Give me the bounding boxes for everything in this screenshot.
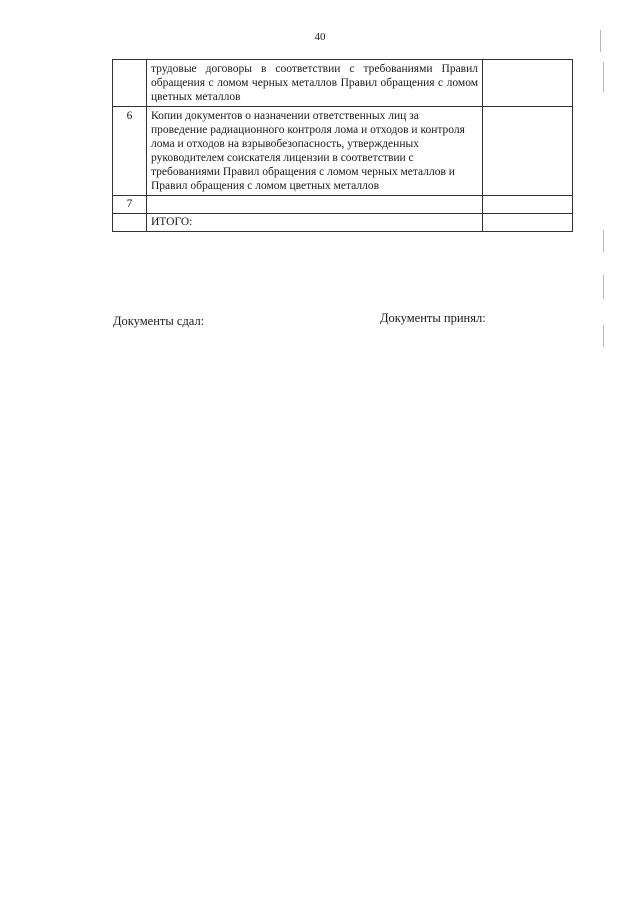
documents-received-label: Документы принял: bbox=[380, 311, 486, 325]
documents-table bbox=[112, 59, 573, 232]
row-description-text: трудовые договоры в соответствии с требованиями Правил обращения с ломом черных металлов Правил обращения с ломом цветных металлов bbox=[151, 63, 478, 103]
page-number: 40 bbox=[314, 31, 326, 43]
scan-artifact bbox=[603, 325, 604, 347]
row-description-cell bbox=[147, 107, 483, 196]
row-description-cell bbox=[147, 196, 483, 214]
table-row-total bbox=[113, 214, 573, 232]
row-note-cell bbox=[483, 107, 573, 196]
row-description-text: Копии документов о назначении ответственных лиц за проведение радиационного контроля лома и отходов и контроля лома и отходов на взрывобезопасность, утвержденных руководителем соискателя лицензии в соответствии с требованиями Правил обращения с ломом черных металлов и Правил обращения с ломом цветных металлов bbox=[151, 110, 465, 192]
row-description-cell bbox=[147, 60, 483, 107]
row-note-cell bbox=[483, 196, 573, 214]
row-number-cell bbox=[113, 214, 147, 232]
table-row bbox=[113, 107, 573, 196]
row-note-cell bbox=[483, 60, 573, 107]
row-number-cell: 7 bbox=[113, 196, 147, 214]
row-number-cell bbox=[113, 60, 147, 107]
row-note-cell bbox=[483, 214, 573, 232]
table-row bbox=[113, 60, 573, 107]
scan-artifact bbox=[603, 275, 604, 299]
scan-artifact bbox=[603, 62, 604, 92]
table-row bbox=[113, 196, 573, 214]
scan-artifact bbox=[603, 230, 604, 252]
documents-submitted-label: Документы сдал: bbox=[113, 314, 205, 328]
total-label: ИТОГО: bbox=[147, 214, 483, 232]
scan-artifact bbox=[600, 30, 601, 52]
row-number-cell: 6 bbox=[113, 107, 147, 196]
